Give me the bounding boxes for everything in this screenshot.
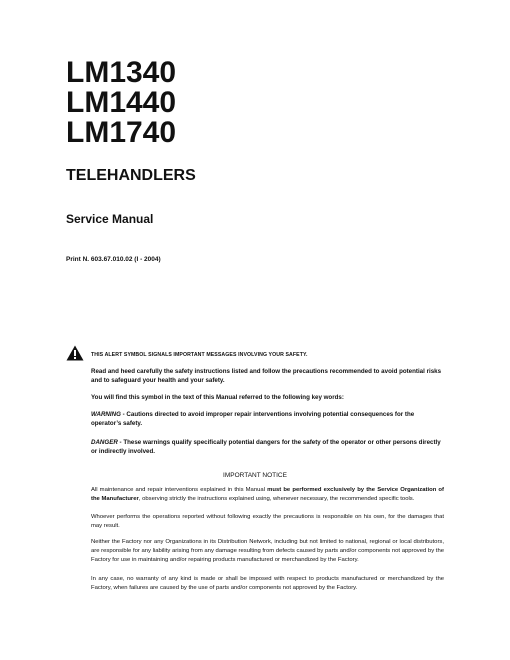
product-title: TELEHANDLERS xyxy=(66,167,196,184)
notice-paragraph: Whoever performs the operations reported without following exactly the precautions is responsible on his own, for the damages that may result. xyxy=(91,514,444,530)
print-number: Print N. 603.67.010.02 (I - 2004) xyxy=(66,256,161,263)
key-words-text: You will find this symbol in the text of this Manual referred to the following key words: xyxy=(91,394,344,401)
safety-instruction-text: Read and heed carefully the safety instructions listed and follow the precautions recommended to avoid potential risks and to safeguard your health and your safety. xyxy=(91,368,442,385)
alert-heading: THIS ALERT SYMBOL SIGNALS IMPORTANT MESSAGES INVOLVING YOUR SAFETY. xyxy=(91,352,308,358)
notice-text: All maintenance and repair interventions explained in this Manual xyxy=(91,487,268,493)
notice-title: IMPORTANT NOTICE xyxy=(223,472,287,479)
notice-paragraph: In any case, no warranty of any kind is made or shall be imposed with respect to products manufactured or merchandized by the Factory, when failures are caused by the use of parts and/or components not approved by the Factory. xyxy=(91,576,444,592)
notice-emphasis: must be performed exclusively by the Service Organization of the Manufacturer xyxy=(91,487,444,503)
warning-text: - Cautions directed to avoid improper repair interventions involving potential consequences for the operator’s safety. xyxy=(91,411,415,428)
manual-title: Service Manual xyxy=(66,212,154,226)
model-name: LM1740 xyxy=(66,116,177,149)
model-name: LM1440 xyxy=(66,86,177,119)
danger-label: DANGER xyxy=(91,439,118,446)
danger-paragraph xyxy=(91,438,444,456)
notice-text: , observing strictly the instructions explained using, whenever necessary, the recommended specific tools. xyxy=(138,496,415,503)
model-name: LM1340 xyxy=(66,56,177,89)
model-list xyxy=(66,58,176,148)
warning-triangle-icon xyxy=(66,345,84,361)
danger-text: - These warnings qualify specifically potential dangers for the safety of the operator or other persons directly or indirectly involved. xyxy=(91,439,441,456)
notice-paragraph: Neither the Factory nor any Organizations in its Distribution Network, including but not limited to national, regional or local distributors, are responsible for any liability arising from any damage resulting from defects caused by parts and/or components not approved by the Factory for use in maintaining and/or repairing products manufactured or merchandized by the Factory. xyxy=(91,539,444,564)
notice-paragraph xyxy=(91,486,444,504)
warning-label: WARNING xyxy=(91,411,121,418)
warning-paragraph xyxy=(91,410,444,428)
